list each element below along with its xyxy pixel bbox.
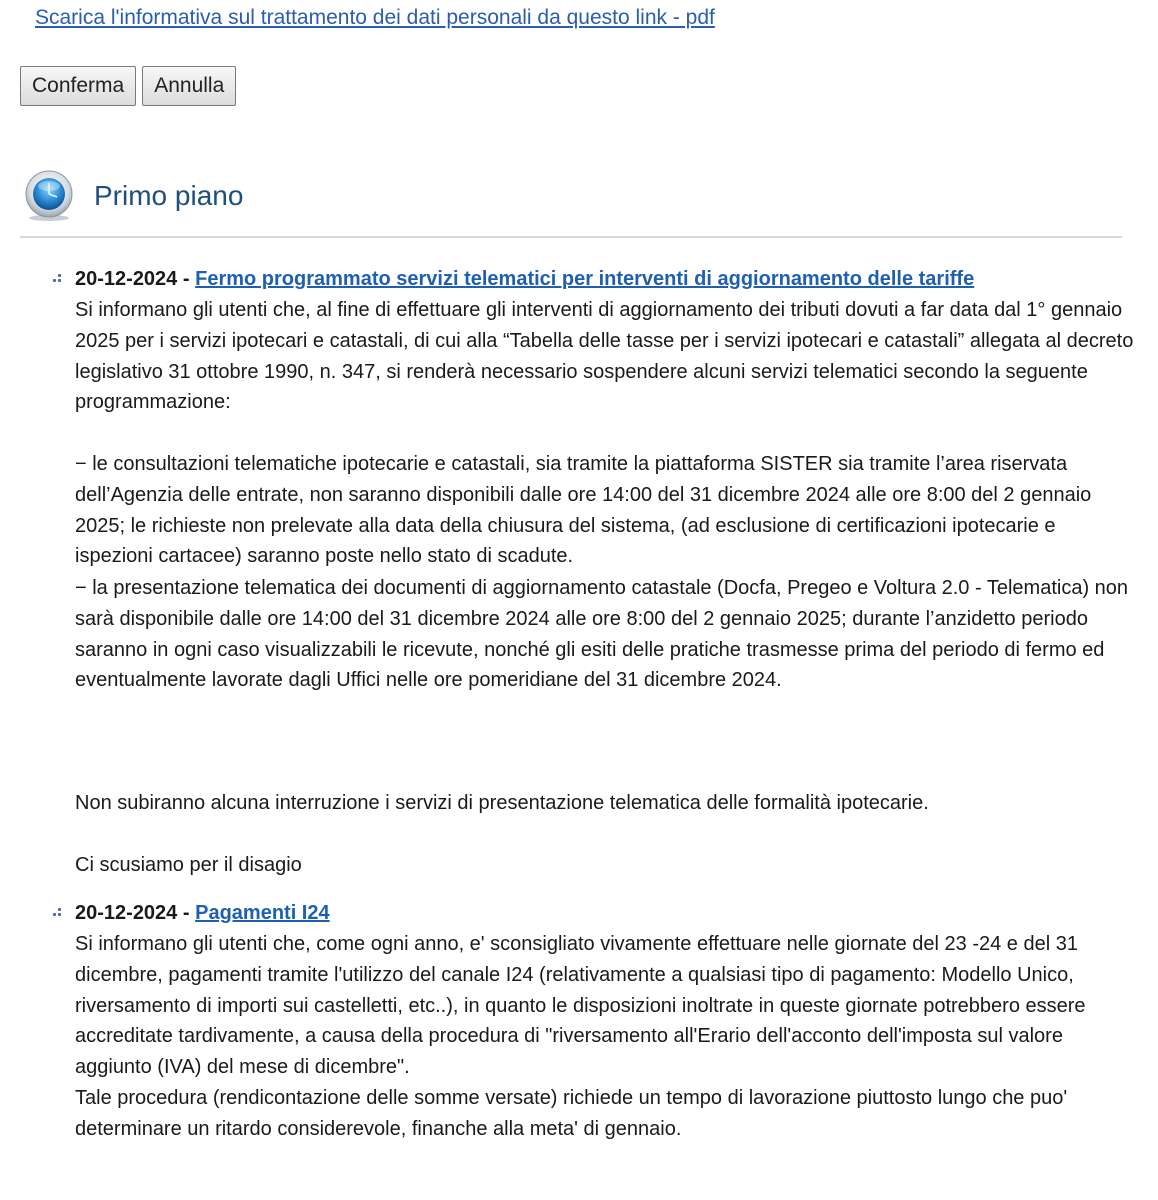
news-headline [75,898,330,928]
news-separator: - [182,268,190,290]
news-paragraph: − le consultazioni telematiche ipotecarie e catastali, sia tramite la piattaforma SISTER sia tramite l’area riservata dell’Agenzia delle entrate, non saranno disponibili dalle ore 14:00 del 31 dicembre 2024 alle ore 8:00 del 2 gennaio 2025; le richieste non prelevate alla data della chiusura del sistema, (ad esclusione di certificazioni ipotecarie e ispezioni cartacee) saranno poste nello stato di scadute. [75,453,1092,568]
news-date: 20-12-2024 [75,902,178,924]
news-paragraph: Ci scusiamo per il disagio [75,854,302,876]
cancel-button[interactable]: Annulla [142,66,236,106]
news-title-link[interactable]: Pagamenti I24 [195,902,330,924]
news-paragraph: − la presentazione telematica dei documenti di aggiornamento catastale (Docfa, Pregeo e Voltura 2.0 - Telematica) non sarà disponibile dalle ore 14:00 del 31 dicembre 2024 alle ore 8:00 del 2 gennaio 2025; durante l’anzidetto periodo saranno in ogni caso visualizzabili le ricevute, nonché gli esiti delle pratiche trasmesse prima del periodo di fermo ed eventualmente lavorate dagli Uffici nelle ore pomeridiane del 31 dicembre 2024. [75,577,1129,692]
news-title-link[interactable]: Fermo programmato servizi telematici per interventi di aggiornamento delle tariffe [195,268,975,290]
bullet-icon [52,274,62,284]
news-headline [75,264,974,294]
form-buttons [20,66,236,106]
news-paragraph: Si informano gli utenti che, al fine di effettuare gli interventi di aggiornamento dei tributi dovuti a far data dal 1° gennaio 2025 per i servizi ipotecari e catastali, di cui alla “Tabella delle tasse per i servizi ipotecari e catastali” allegata al decreto legislativo 31 ottobre 1990, n. 347, si renderà necessario sospendere alcuni servizi telematici secondo la seguente programmazione: [75,299,1134,414]
news-separator: - [182,902,190,924]
news-paragraph: Tale procedura (rendicontazione delle somme versate) richiede un tempo di lavorazione piuttosto lungo che puo' determinare un ritardo considerevole, finanche alla meta' di gennaio. [75,1087,1068,1140]
news-date: 20-12-2024 [75,268,178,290]
privacy-pdf-link[interactable]: Scarica l'informativa sul trattamento dei dati personali da questo link - pdf [35,6,715,29]
news-paragraph: Si informano gli utenti che, come ogni anno, e' sconsigliato vivamente effettuare nelle giornate del 23 -24 e del 31 dicembre, pagamenti tramite l'utilizzo del canale I24 (relativamente a qualsiasi tipo di pagamento: Modello Unico, riversamento di importi sui castelletti, etc..), in quanto le disposizioni inoltrate in queste giornate potrebbero essere accreditate tardivamente, a causa della procedura di "riversamento all'Erario dell'acconto dell'imposta sul valore aggiunto (IVA) del mese di dicembre". [75,933,1086,1079]
clock-icon [22,169,76,223]
news-paragraph: Non subiranno alcuna interruzione i servizi di presentazione telematica delle formalità ipotecarie. [75,792,929,814]
bullet-icon [52,908,62,918]
section-header [22,166,243,226]
confirm-button[interactable]: Conferma [20,66,136,106]
section-divider [20,236,1122,238]
section-title: Primo piano [94,180,244,211]
